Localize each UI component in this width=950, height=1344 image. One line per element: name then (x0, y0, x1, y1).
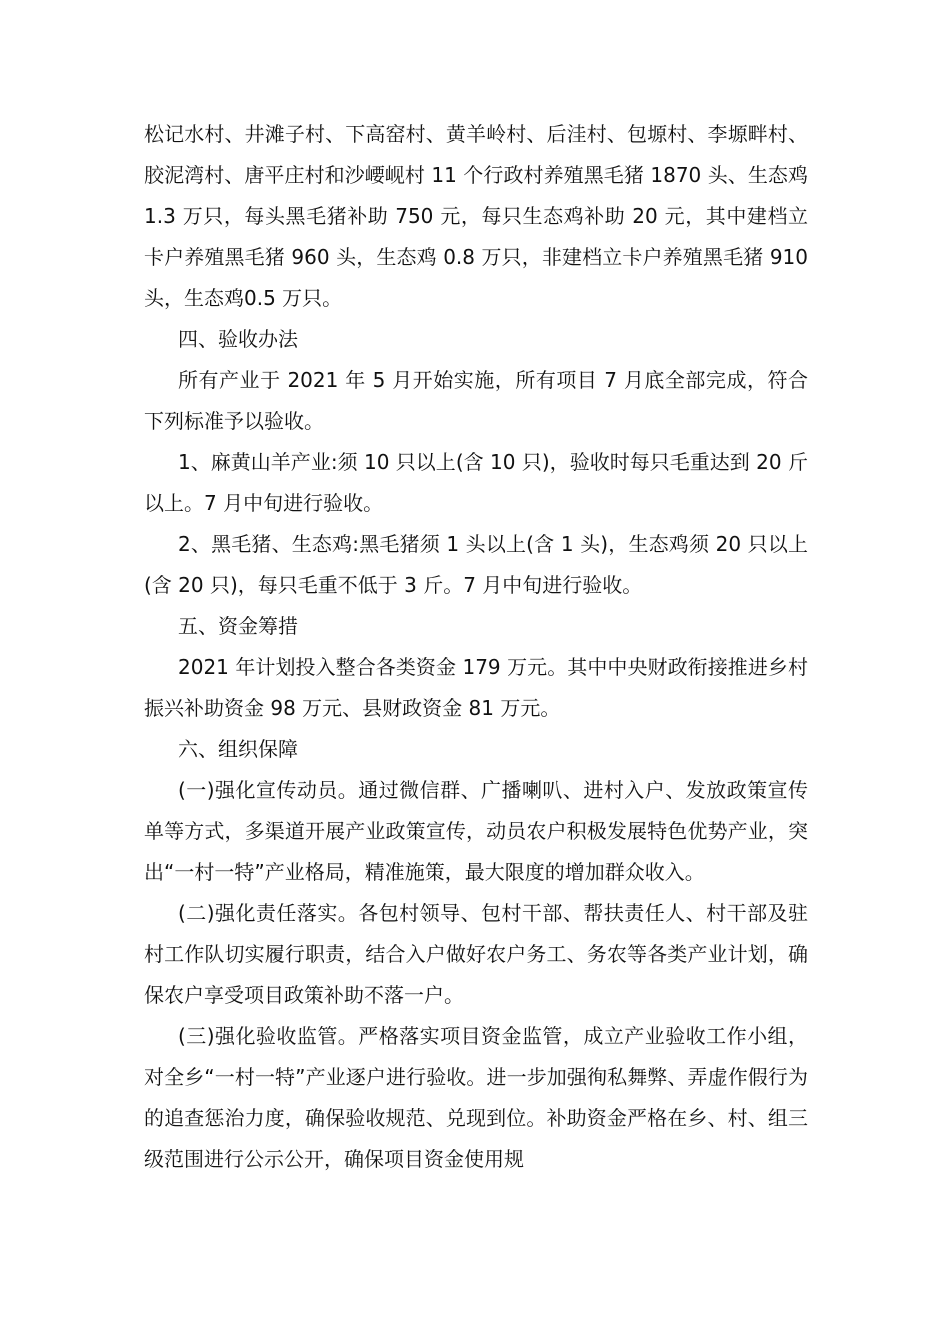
document-body (144, 114, 808, 1180)
section-heading-acceptance: 四、验收办法 (178, 327, 298, 351)
paragraph-org-supervision: (三)强化验收监管。严格落实项目资金监管，成立产业验收工作小组，对全乡“一村一特”产业逐户进行验收。进一步加强徇私舞弊、弄虚作假行为的追查惩治力度，确保验收规范、兑现到位。补助资金严格在乡、村、组三级范围进行公示公开，确保项目资金使用规 (144, 1024, 808, 1171)
section-heading-funding: 五、资金筹措 (178, 614, 298, 638)
paragraph-funding: 2021 年计划投入整合各类资金 179 万元。其中中央财政衔接推进乡村振兴补助资金 98 万元、县财政资金 81 万元。 (144, 655, 808, 720)
paragraph-livestock-subsidy: 松记水村、井滩子村、下高窑村、黄羊岭村、后洼村、包塬村、李塬畔村、胶泥湾村、唐平庄村和沙崾岘村 11 个行政村养殖黑毛猪 1870 头、生态鸡 1.3 万只，每头黑毛猪补助 750 元，每只生态鸡补助 20 元，其中建档立卡户养殖黑毛猪 960 头，生态鸡 0.8 万只，非建档立卡户养殖黑毛猪 910 头，生态鸡0.5 万只。 (144, 122, 808, 310)
paragraph-acceptance-intro: 所有产业于 2021 年 5 月开始实施，所有项目 7 月底全部完成，符合下列标准予以验收。 (144, 368, 808, 433)
paragraph-acceptance-goat: 1、麻黄山羊产业:须 10 只以上(含 10 只)，验收时每只毛重达到 20 斤以上。7 月中旬进行验收。 (144, 450, 808, 515)
paragraph-org-publicity: (一)强化宣传动员。通过微信群、广播喇叭、进村入户、发放政策宣传单等方式，多渠道开展产业政策宣传，动员农户积极发展特色优势产业，突出“一村一特”产业格局，精准施策，最大限度的增加群众收入。 (144, 778, 808, 884)
paragraph-org-responsibility: (二)强化责任落实。各包村领导、包村干部、帮扶责任人、村干部及驻村工作队切实履行职责，结合入户做好农户务工、务农等各类产业计划，确保农户享受项目政策补助不落一户。 (144, 901, 808, 1007)
section-heading-organization: 六、组织保障 (178, 737, 298, 761)
paragraph-acceptance-pig-chicken: 2、黑毛猪、生态鸡:黑毛猪须 1 头以上(含 1 头)，生态鸡须 20 只以上(含 20 只)，每只毛重不低于 3 斤。7 月中旬进行验收。 (144, 532, 808, 597)
